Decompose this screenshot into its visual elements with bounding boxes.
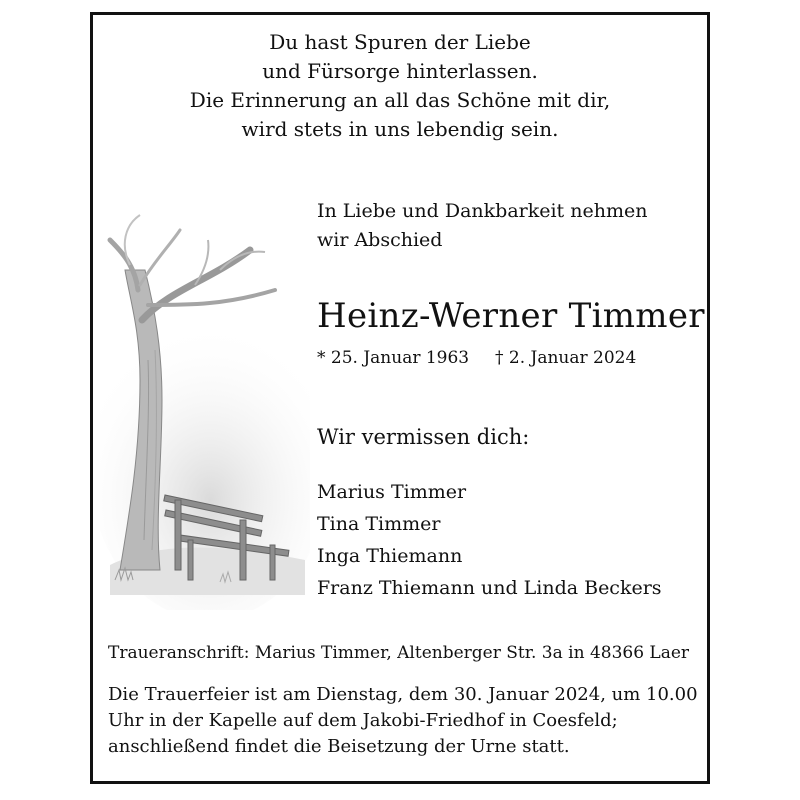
mourner-name: Franz Thiemann und Linda Beckers	[317, 577, 662, 599]
ceremony-line: Uhr in der Kapelle auf dem Jakobi-Friedhof in Coesfeld;	[108, 710, 618, 731]
memorial-poem	[90, 28, 710, 144]
death-date: † 2. Januar 2024	[495, 348, 637, 368]
mourners-list	[317, 476, 662, 604]
mourner-name: Marius Timmer	[317, 481, 467, 503]
tree-and-bench-illustration	[100, 210, 310, 610]
ceremony-info	[108, 682, 698, 760]
life-dates	[317, 346, 637, 370]
deceased-name: Heinz-Werner Timmer	[317, 296, 705, 336]
mourning-address: Traueranschrift: Marius Timmer, Altenberger Str. 3a in 48366 Laer	[108, 643, 690, 663]
intro-line: wir Abschied	[317, 229, 443, 251]
ceremony-line: anschließend findet die Beisetzung der Urne statt.	[108, 736, 570, 757]
poem-line: und Fürsorge hinterlassen.	[262, 59, 538, 83]
poem-line: Du hast Spuren der Liebe	[269, 30, 531, 54]
poem-line: wird stets in uns lebendig sein.	[241, 117, 559, 141]
farewell-intro	[317, 197, 647, 255]
intro-line: In Liebe und Dankbarkeit nehmen	[317, 200, 648, 222]
birth-date: * 25. Januar 1963	[317, 348, 470, 368]
mourner-name: Tina Timmer	[317, 513, 441, 535]
mourner-name: Inga Thiemann	[317, 545, 463, 567]
miss-heading: Wir vermissen dich:	[317, 425, 530, 449]
poem-line: Die Erinnerung an all das Schöne mit dir,	[189, 88, 611, 112]
ceremony-line: Die Trauerfeier ist am Dienstag, dem 30. Januar 2024, um 10.00	[108, 684, 698, 705]
